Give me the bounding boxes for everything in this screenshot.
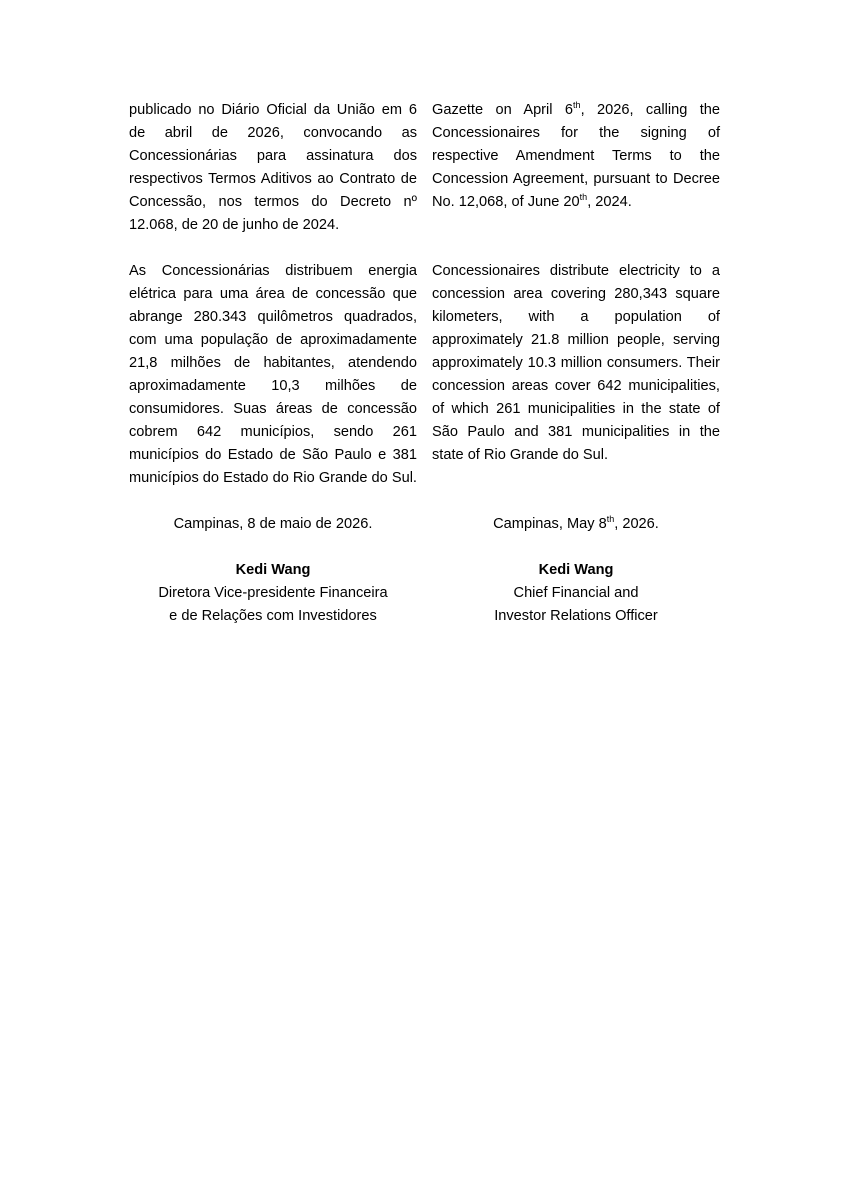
en-paragraph-1-text	[432, 99, 720, 214]
en-paragraph-2	[432, 260, 720, 467]
en-p1-part-b: , 2026, calling the Concessionaires for the signing of respective Amendment Terms to the Concession Agreement, pursuant to Decree No. 12,068, of June 20	[432, 102, 720, 210]
pt-signature-block	[129, 513, 417, 628]
en-place-part-a: Campinas, May 8	[493, 516, 607, 532]
en-place-part-b: , 2026.	[614, 516, 659, 532]
pt-paragraph-1	[129, 99, 417, 237]
en-paragraph-1	[432, 99, 720, 214]
en-signature-block	[432, 513, 720, 628]
en-p1-sup-1: th	[573, 100, 581, 111]
pt-signer-name: Kedi Wang	[235, 562, 311, 578]
pt-paragraph-1-text: publicado no Diário Oficial da União em 6 de abril de 2026, convocando as Concessionárias para assinatura dos respectivos Termos Aditivos ao Contrato de Concessão, nos termos do Decreto nº 12.068, de 20 de junho de 2024.	[129, 102, 417, 233]
en-signer-title-line-2: Investor Relations Officer	[494, 608, 658, 624]
en-signer-name: Kedi Wang	[538, 562, 614, 578]
pt-place-date: Campinas, 8 de maio de 2026.	[173, 516, 373, 532]
pt-paragraph-2	[129, 260, 417, 490]
en-place-date	[432, 513, 720, 536]
pt-signer-title-line-1: Diretora Vice-presidente Financeira	[158, 585, 388, 601]
en-paragraph-2-text: Concessionaires distribute electricity to a concession area covering 280,343 square kilometers, with a population of approximately 21.8 million people, serving approximately 10.3 million consumers. Their concession areas cover 642 municipalities, of which 261 municipalities in the state of São Paulo and 381 municipalities in the state of Rio Grande do Sul.	[432, 263, 720, 463]
en-p1-sup-2: th	[579, 192, 588, 203]
en-p1-part-c: , 2024.	[587, 194, 632, 210]
en-p1-part-a: Gazette on April 6	[432, 102, 574, 118]
en-signer-title-line-1: Chief Financial and	[513, 585, 639, 601]
pt-paragraph-2-text: As Concessionárias distribuem energia elétrica para uma área de concessão que abrange 280.343 quilômetros quadrados, com uma população de aproximadamente 21,8 milhões de habitantes, atendendo aproximadamente 10,3 milhões de consumidores. Suas áreas de concessão cobrem 642 municípios, sendo 261 municípios do Estado de São Paulo e 381 municípios do Estado do Rio Grande do Sul.	[129, 263, 417, 486]
pt-signer-title-line-2: e de Relações com Investidores	[169, 608, 377, 624]
en-place-sup: th	[606, 514, 615, 525]
